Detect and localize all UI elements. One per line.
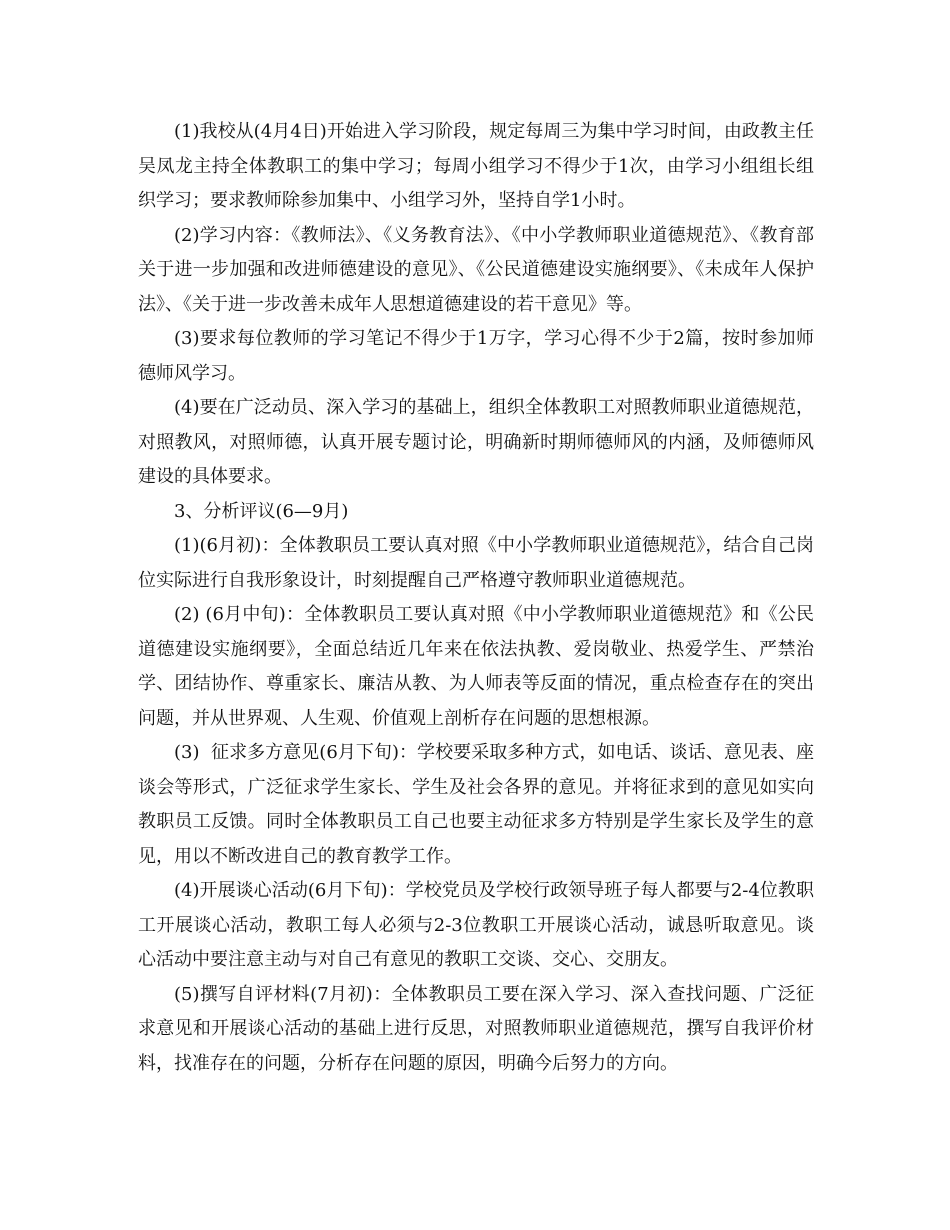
paragraph-study-schedule: (1)我校从(4月4日)开始进入学习阶段，规定每周三为集中学习时间，由政教主任吴凤龙主持全体教职工的集中学习；每周小组学习不得少于1次，由学习小组组长组织学习；要求教师除参加集中、小组学习外，坚持自学1小时。 — [138, 121, 814, 211]
paragraph-topic-discussion: (4)要在广泛动员、深入学习的基础上，组织全体教职工对照教师职业道德规范，对照教风，对照师德，认真开展专题讨论，明确新时期师德师风的内涵，及师德师风建设的具体要求。 — [138, 397, 814, 487]
paragraph-study-content: (2)学习内容：《教师法》、《义务教育法》、《中小学教师职业道德规范》、《教育部关于进一步加强和改进师德建设的意见》、《公民道德建设实施纲要》、《未成年人保护法》、《关于进一步改善未成年人思想道德建设的若干意见》等。 — [138, 224, 814, 315]
paragraph-heart-to-heart: (4)开展谈心活动(6月下旬)：学校党员及学校行政领导班子每人都要与2-4位教职工开展谈心活动，教职工每人必须与2-3位教职工开展谈心活动，诚恳听取意见。谈心活动中要注意主动与对自己有意见的教职工交谈、交心、交朋友。 — [138, 880, 814, 970]
paragraph-notes-requirement: (3)要求每位教师的学习笔记不得少于1万字，学习心得不少于2篇，按时参加师德师风学习。 — [138, 328, 814, 384]
document-body — [138, 115, 826, 1081]
section-heading-analysis: 3、分析评议(6—9月) — [174, 500, 349, 522]
paragraph-self-evaluation: (5)撰写自评材料(7月初)：全体教职员工要在深入学习、深入查找问题、广泛征求意见和开展谈心活动的基础上进行反思，对照教师职业道德规范，撰写自我评价材料，找准存在的问题，分析存在问题的原因，明确今后努力的方向。 — [138, 983, 814, 1074]
paragraph-self-image-design: (1)(6月初)：全体教职员工要认真对照《中小学教师职业道德规范》，结合自己岗位实际进行自我形象设计，时刻提醒自己严格遵守教师职业道德规范。 — [138, 535, 814, 591]
paragraph-collect-opinions: (3) 征求多方意见(6月下旬)：学校要采取多种方式，如电话、谈话、意见表、座谈会等形式，广泛征求学生家长、学生及社会各界的意见。并将征求到的意见如实向 教职员工反馈。同时全体教职员工自己也要主动征求多方特别是学生家长及学生的意见，用以不断改进自己的教育教学工作。 — [138, 742, 826, 867]
paragraph-self-review: (2) (6月中旬)：全体教职员工要认真对照《中小学教师职业道德规范》和《公民道德建设实施纲要》，全面总结近几年来在依法执教、爱岗敬业、热爱学生、严禁治 学、团结协作、尊重家长、廉洁从教、为人师表等反面的情况，重点检查存在的突出问题，并从世界观、人生观、价值观上剖析存在问题的思想根源。 — [138, 604, 826, 729]
